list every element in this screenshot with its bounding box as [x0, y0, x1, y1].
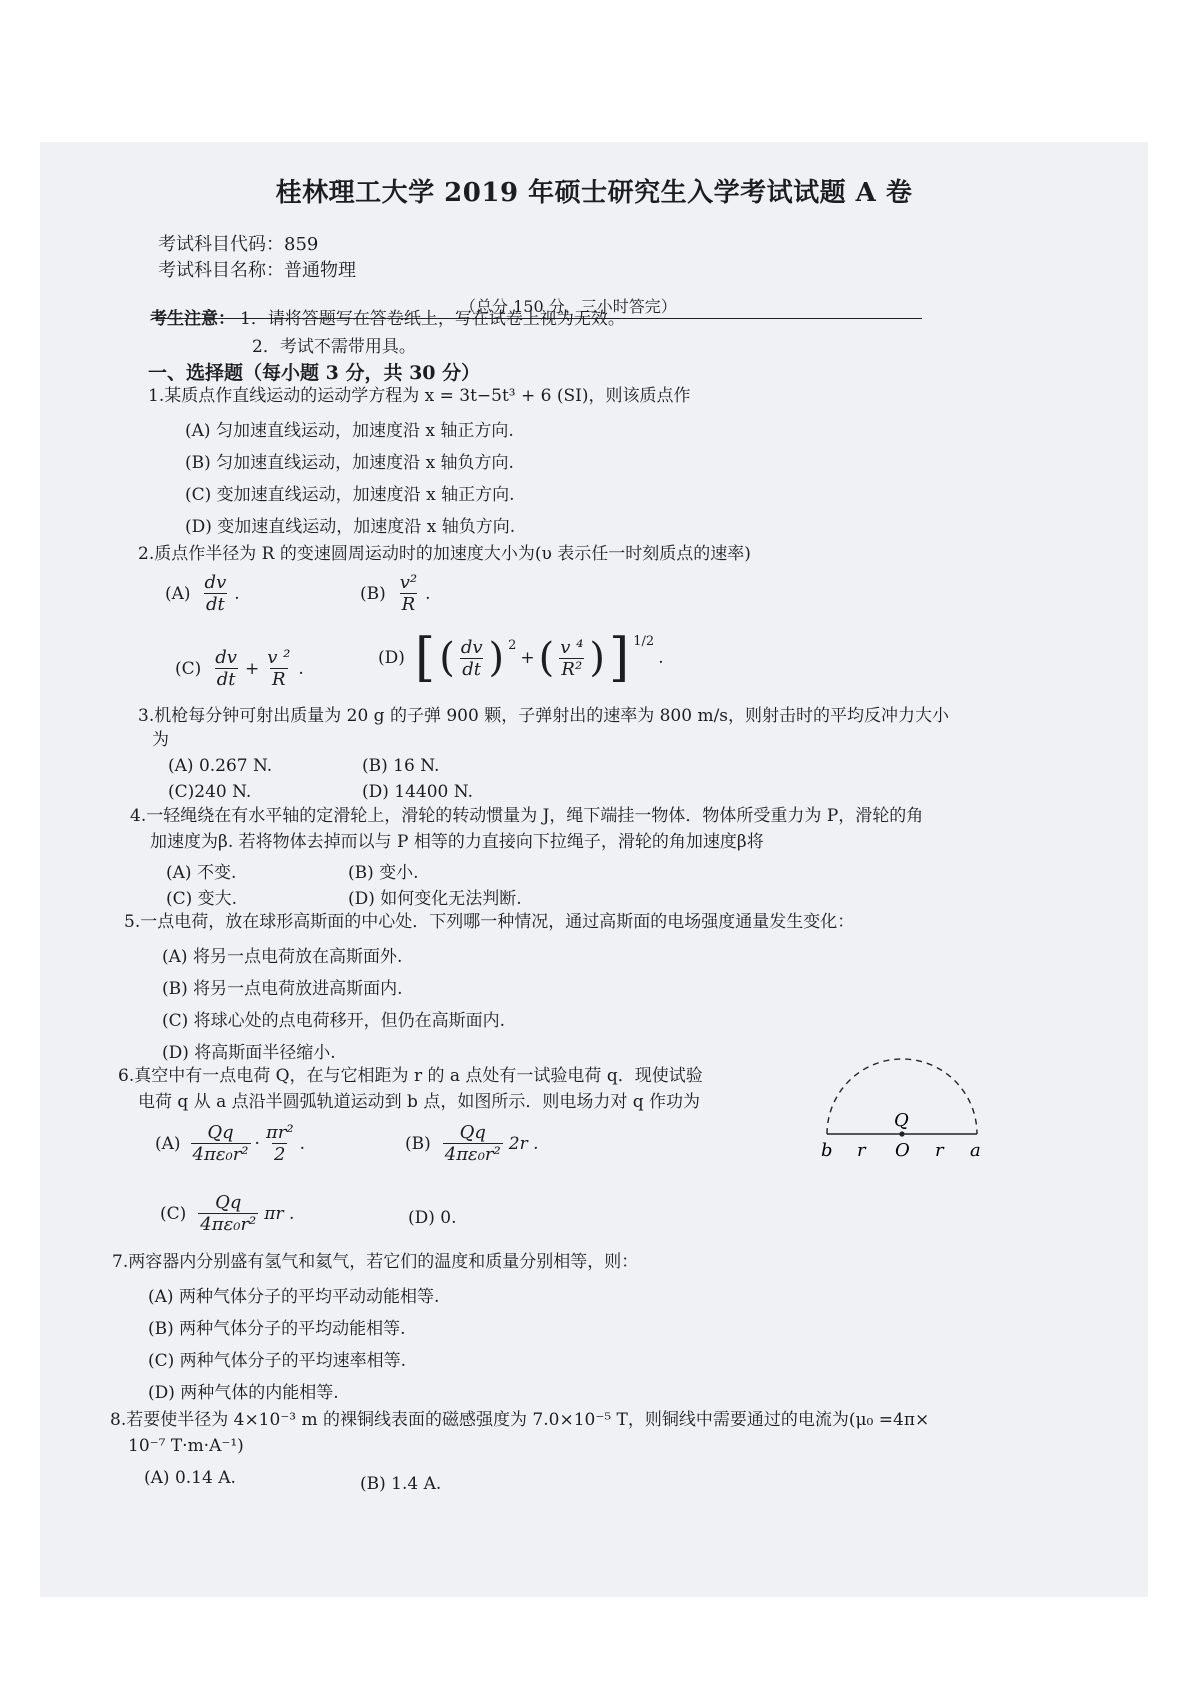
q7-stem: 7.两容器内分别盛有氢气和氦气，若它们的温度和质量分别相等，则： — [112, 1252, 639, 1272]
q2-c-den-1: dt — [216, 669, 236, 690]
q2-b-fraction — [398, 572, 419, 615]
q2-option-c — [175, 647, 304, 690]
q3-option-a: (A) 0.267 N. — [168, 756, 273, 776]
q1-option-d: (D) 变加速直线运动，加速度沿 x 轴负方向. — [185, 517, 516, 537]
q4-option-a: (A) 不变. — [166, 863, 237, 883]
q8-option-a: (A) 0.14 A. — [144, 1468, 236, 1488]
q2-b-tail: . — [425, 583, 431, 604]
q2-option-b — [360, 572, 431, 615]
q6-c-num: Qq — [215, 1192, 242, 1213]
q2-a-den: dt — [206, 594, 225, 615]
q2-d-tail: . — [658, 648, 664, 668]
q2-c-num-2: v ² — [267, 647, 291, 668]
q2-c-fraction-1 — [213, 647, 239, 690]
q7-option-c: (C) 两种气体分子的平均速率相等. — [148, 1351, 407, 1371]
q2-a-num: dv — [204, 572, 227, 593]
q2-d-fraction-1 — [459, 637, 485, 680]
q4-stem-1: 4.一轻绳绕在有水平轴的定滑轮上，滑轮的转动惯量为 J，绳下端挂一物体．物体所受重力为 P，滑轮的角 — [130, 806, 924, 826]
q2-d-left-paren-2: ( — [538, 635, 555, 681]
q3-option-c: (C)240 N. — [168, 782, 252, 802]
q5-option-c: (C) 将球心处的点电荷移开，但仍在高斯面内. — [162, 1011, 506, 1031]
q6-option-a — [155, 1122, 305, 1165]
q1-option-c: (C) 变加速直线运动，加速度沿 x 轴正方向. — [185, 485, 515, 505]
exam-sheet — [40, 142, 1148, 1597]
subject-code: 859 — [284, 234, 319, 255]
q2-a-fraction — [203, 572, 229, 615]
q3-option-d: (D) 14400 N. — [362, 782, 473, 802]
notice-item-2: 2．考试不需带用具。 — [252, 337, 416, 357]
q6-a-fraction-1 — [191, 1122, 251, 1165]
q2-c-tail: . — [298, 658, 304, 679]
q2-d-left-bracket: [ — [414, 628, 436, 688]
q6-a-dot: · — [254, 1133, 260, 1154]
q2-d-right-paren-1: ) — [488, 635, 505, 681]
q6-b-den: 4πε₀r² — [444, 1144, 501, 1165]
q2-d-left-paren-1: ( — [439, 635, 455, 681]
notice-label: 考生注意： — [150, 309, 235, 329]
q2-d-num-1: dv — [460, 636, 483, 658]
q4-option-b: (B) 变小. — [348, 863, 419, 883]
q4-option-c: (C) 变大. — [166, 889, 238, 909]
label-r-right: r — [935, 1140, 944, 1161]
label-b: b — [821, 1140, 833, 1161]
q7-option-d: (D) 两种气体的内能相等. — [148, 1383, 339, 1403]
q1-stem: 1.某质点作直线运动的运动学方程为 x = 3t−5t³ + 6 (SI)，则该质点作 — [148, 386, 691, 406]
q7-option-b: (B) 两种气体分子的平均动能相等. — [148, 1319, 406, 1339]
q6-a-den-2: 2 — [274, 1144, 286, 1165]
q3-stem-2: 为 — [152, 730, 169, 750]
q6-c-tail: πr . — [264, 1203, 295, 1224]
q2-stem: 2.质点作半径为 R 的变速圆周运动时的加速度大小为(υ 表示任一时刻质点的速率) — [138, 544, 751, 564]
q2-a-tail: . — [234, 583, 240, 604]
q6-c-fraction — [198, 1192, 258, 1235]
q8-option-b: (B) 1.4 A. — [360, 1474, 442, 1494]
q2-d-right-bracket: ] — [608, 628, 630, 688]
q5-option-d: (D) 将高斯面半径缩小. — [162, 1043, 336, 1063]
subject-name: 普通物理 — [284, 260, 356, 281]
q2-d-right-paren-2: ) — [589, 635, 605, 681]
q6-c-den: 4πε₀r² — [200, 1214, 257, 1235]
q6-b-label: (B) — [405, 1133, 431, 1154]
q6-stem-1: 6.真空中有一点电荷 Q，在与它相距为 r 的 a 点处有一试验电荷 q．现使试验 — [118, 1066, 703, 1086]
q6-c-label: (C) — [160, 1203, 187, 1224]
q2-b-label: (B) — [360, 583, 386, 604]
q1-option-b: (B) 匀加速直线运动，加速度沿 x 轴负方向. — [185, 453, 514, 473]
q6-semicircle-diagram — [815, 1052, 990, 1172]
q2-c-label: (C) — [175, 658, 202, 679]
q5-option-b: (B) 将另一点电荷放进高斯面内. — [162, 979, 403, 999]
q2-d-label: (D) — [378, 648, 405, 668]
q5-stem: 5.一点电荷，放在球形高斯面的中心处．下列哪一种情况，通过高斯面的电场强度通量发生变化： — [124, 912, 855, 932]
q6-b-tail: 2r . — [508, 1133, 539, 1154]
q6-stem-2: 电荷 q 从 a 点沿半圆弧轨道运动到 b 点，如图所示．则电场力对 q 作功为 — [138, 1092, 701, 1112]
section-title: 一、选择题（每小题 3 分，共 30 分） — [148, 362, 481, 384]
q2-d-exponent: 1/2 — [633, 634, 655, 649]
q6-b-num: Qq — [459, 1122, 486, 1143]
q3-option-b: (B) 16 N. — [362, 756, 440, 776]
q2-c-plus: + — [244, 658, 260, 679]
q2-d-den-1: dt — [462, 658, 482, 680]
q4-option-d: (D) 如何变化无法判断. — [348, 889, 522, 909]
label-O: O — [895, 1140, 910, 1161]
q2-d-fraction-2 — [558, 637, 585, 680]
q2-d-num-2: v ⁴ — [560, 636, 584, 658]
q8-stem-1: 8.若要使半径为 4×10⁻³ m 的裸铜线表面的磁感强度为 7.0×10⁻⁵ T，则铜线中需要通过的电流为(μ₀ =4π× — [110, 1410, 930, 1430]
exam-title: 桂林理工大学 2019 年硕士研究生入学考试试题 A 卷 — [275, 178, 913, 208]
q6-option-b — [405, 1122, 539, 1165]
q6-b-fraction — [443, 1122, 503, 1165]
q6-a-num-2: πr² — [265, 1122, 294, 1143]
q2-c-den-2: R — [272, 669, 286, 690]
subject-code-label: 考试科目代码： — [158, 234, 284, 255]
q6-a-den-1: 4πε₀r² — [192, 1144, 249, 1165]
q2-b-num: v² — [399, 572, 418, 593]
label-Q: Q — [894, 1110, 909, 1131]
subject-name-line — [158, 256, 356, 282]
q6-a-label: (A) — [155, 1133, 181, 1154]
q2-option-d — [378, 628, 664, 688]
q6-option-d: (D) 0. — [408, 1208, 457, 1228]
q5-option-a: (A) 将另一点电荷放在高斯面外. — [162, 947, 403, 967]
q2-option-a — [165, 572, 240, 615]
q6-option-c — [160, 1192, 294, 1235]
q2-a-label: (A) — [165, 583, 191, 604]
q1-option-a: (A) 匀加速直线运动，加速度沿 x 轴正方向. — [185, 421, 514, 441]
q6-a-tail: . — [299, 1133, 305, 1154]
label-r-left: r — [857, 1140, 866, 1161]
q2-d-plus: + — [520, 648, 535, 668]
subject-code-line — [158, 230, 318, 256]
charge-point — [899, 1131, 904, 1136]
q2-c-num-1: dv — [215, 647, 237, 668]
score-note: （总分 150 分，三小时答完） — [460, 297, 677, 316]
label-a: a — [970, 1140, 981, 1161]
q6-a-num-1: Qq — [207, 1122, 234, 1143]
q7-option-a: (A) 两种气体分子的平均平动动能相等. — [148, 1287, 440, 1307]
q8-stem-2: 10⁻⁷ T·m·A⁻¹) — [128, 1436, 244, 1456]
q3-stem-1: 3.机枪每分钟可射出质量为 20 g 的子弹 900 颗，子弹射出的速率为 800 m/s，则射击时的平均反冲力大小 — [138, 706, 950, 726]
notice-item-1: 1．请将答题写在答卷纸上，写在试卷上视为无效。 — [240, 309, 625, 329]
q2-d-den-2: R² — [561, 658, 583, 680]
q4-stem-2: 加速度为β. 若将物体去掉而以与 P 相等的力直接向下拉绳子，滑轮的角加速度β将 — [150, 832, 764, 852]
subject-name-label: 考试科目名称： — [158, 260, 284, 281]
q2-b-den: R — [401, 594, 416, 615]
q2-c-fraction-2 — [265, 647, 292, 690]
q6-a-fraction-2 — [264, 1122, 296, 1165]
q2-d-exp-1: 2 — [508, 638, 517, 653]
